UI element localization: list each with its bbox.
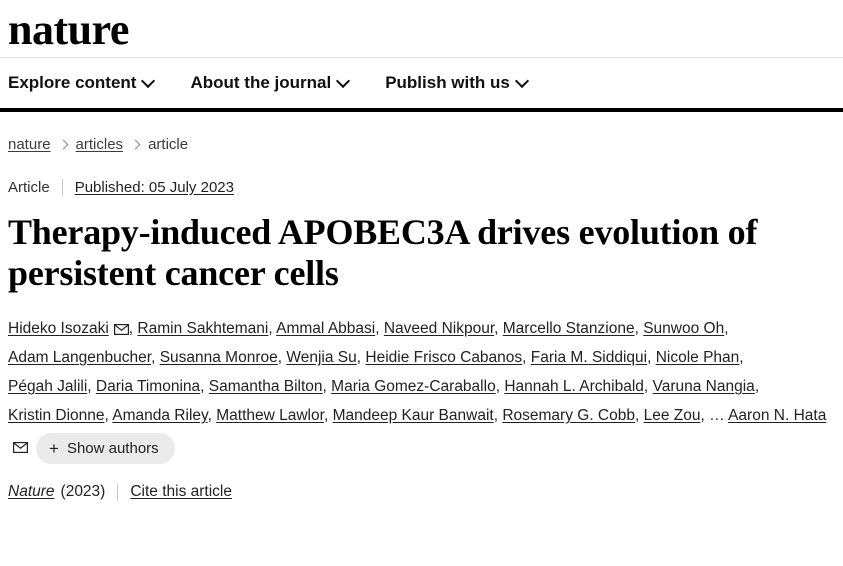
breadcrumb-item-nature[interactable]: nature bbox=[8, 136, 51, 153]
site-masthead bbox=[0, 0, 843, 58]
author-link[interactable]: Mandeep Kaur Banwait bbox=[332, 407, 494, 424]
nav-item-label: Publish with us bbox=[385, 73, 510, 92]
cite-this-article-link[interactable]: Cite this article bbox=[130, 483, 232, 500]
author-link-last[interactable]: Aaron N. Hata bbox=[728, 407, 827, 424]
show-authors-button[interactable] bbox=[36, 433, 175, 464]
show-authors-label: Show authors bbox=[66, 440, 159, 457]
author-link[interactable]: Daria Timonina bbox=[95, 378, 201, 395]
author-link[interactable]: Varuna Nangia bbox=[652, 378, 755, 395]
author-link[interactable]: Ramin Sakhtemani bbox=[137, 320, 269, 337]
author-link[interactable]: Wenjia Su bbox=[286, 349, 357, 366]
plus-icon: + bbox=[49, 439, 59, 458]
author-link[interactable]: Ammal Abbasi bbox=[276, 320, 376, 337]
breadcrumb bbox=[8, 136, 831, 153]
author-link[interactable]: Maria Gomez-Caraballo bbox=[331, 378, 496, 395]
author-link[interactable]: Nicole Phan bbox=[655, 349, 740, 366]
author-link[interactable]: Kristin Dionne bbox=[8, 407, 105, 424]
article-content bbox=[0, 136, 843, 501]
meta-divider bbox=[62, 179, 63, 196]
journal-citation bbox=[8, 483, 831, 501]
email-icon[interactable] bbox=[114, 324, 129, 335]
breadcrumb-item-articles[interactable]: articles bbox=[75, 136, 124, 153]
breadcrumb-item-article: article bbox=[148, 136, 189, 153]
nav-item-about-the-journal[interactable] bbox=[190, 73, 349, 93]
meta-divider bbox=[117, 484, 118, 501]
chevron-down-icon bbox=[338, 76, 349, 87]
email-icon[interactable] bbox=[13, 442, 28, 453]
author-link[interactable]: Sunwoo Oh bbox=[643, 320, 725, 337]
journal-year: (2023) bbox=[60, 483, 106, 500]
article-type: Article bbox=[8, 179, 50, 196]
nav-item-explore-content[interactable] bbox=[8, 73, 154, 93]
author-link[interactable]: Amanda Riley bbox=[112, 407, 208, 424]
article-meta bbox=[8, 179, 831, 196]
author-link[interactable]: Adam Langenbucher bbox=[8, 349, 152, 366]
nav-item-label: About the journal bbox=[190, 73, 332, 92]
nav-item-publish-with-us[interactable] bbox=[385, 73, 528, 93]
author-link[interactable]: Naveed Nikpour bbox=[383, 320, 495, 337]
author-link[interactable]: Rosemary G. Cobb bbox=[502, 407, 635, 424]
author-link[interactable]: Marcello Stanzione bbox=[502, 320, 635, 337]
authors-ellipsis: … bbox=[709, 407, 725, 424]
author-link[interactable]: Faria M. Siddiqui bbox=[530, 349, 648, 366]
nav-item-label: Explore content bbox=[8, 73, 137, 92]
chevron-right-icon bbox=[132, 141, 139, 148]
chevron-right-icon bbox=[60, 141, 67, 148]
author-link[interactable]: Samantha Bilton bbox=[208, 378, 323, 395]
author-link[interactable]: Hideko Isozaki bbox=[8, 320, 109, 337]
journal-name-link[interactable]: Nature bbox=[8, 483, 55, 500]
published-date[interactable]: Published: 05 July 2023 bbox=[74, 179, 234, 196]
chevron-down-icon bbox=[517, 76, 528, 87]
author-link[interactable]: Susanna Monroe bbox=[159, 349, 278, 366]
author-list: Hideko Isozaki , Ramin Sakhtemani, Ammal Abbasi, Naveed Nikpour, Marcello Stanzione, Sunwoo Oh, Adam Langenbucher, Susanna Monroe, Wenjia Su, Heidie Frisco Cabanos, Faria M. Siddiqui, Nicole Phan, Pégah Jalili, Daria Timonina, Samantha Bilton, Maria Gomez-Caraballo, Hannah L. Archibald, Varuna Nangia, Kristin Dionne, Amanda Riley, Matthew Lawlor, Mandeep Kaur Banwait, Rosemary G. Cobb, Lee Zou, … Aaron N. Hata + Show authors bbox=[8, 314, 831, 461]
main-navigation bbox=[0, 58, 843, 112]
author-link[interactable]: Lee Zou bbox=[643, 407, 701, 424]
chevron-down-icon bbox=[143, 76, 154, 87]
page-title: Therapy-induced APOBEC3A drives evolution of persistent cancer cells bbox=[8, 212, 758, 293]
author-link[interactable]: Heidie Frisco Cabanos bbox=[365, 349, 523, 366]
author-link[interactable]: Pégah Jalili bbox=[8, 378, 88, 395]
author-link[interactable]: Hannah L. Archibald bbox=[504, 378, 644, 395]
nature-logo[interactable]: nature bbox=[8, 5, 129, 54]
author-link[interactable]: Matthew Lawlor bbox=[216, 407, 324, 424]
